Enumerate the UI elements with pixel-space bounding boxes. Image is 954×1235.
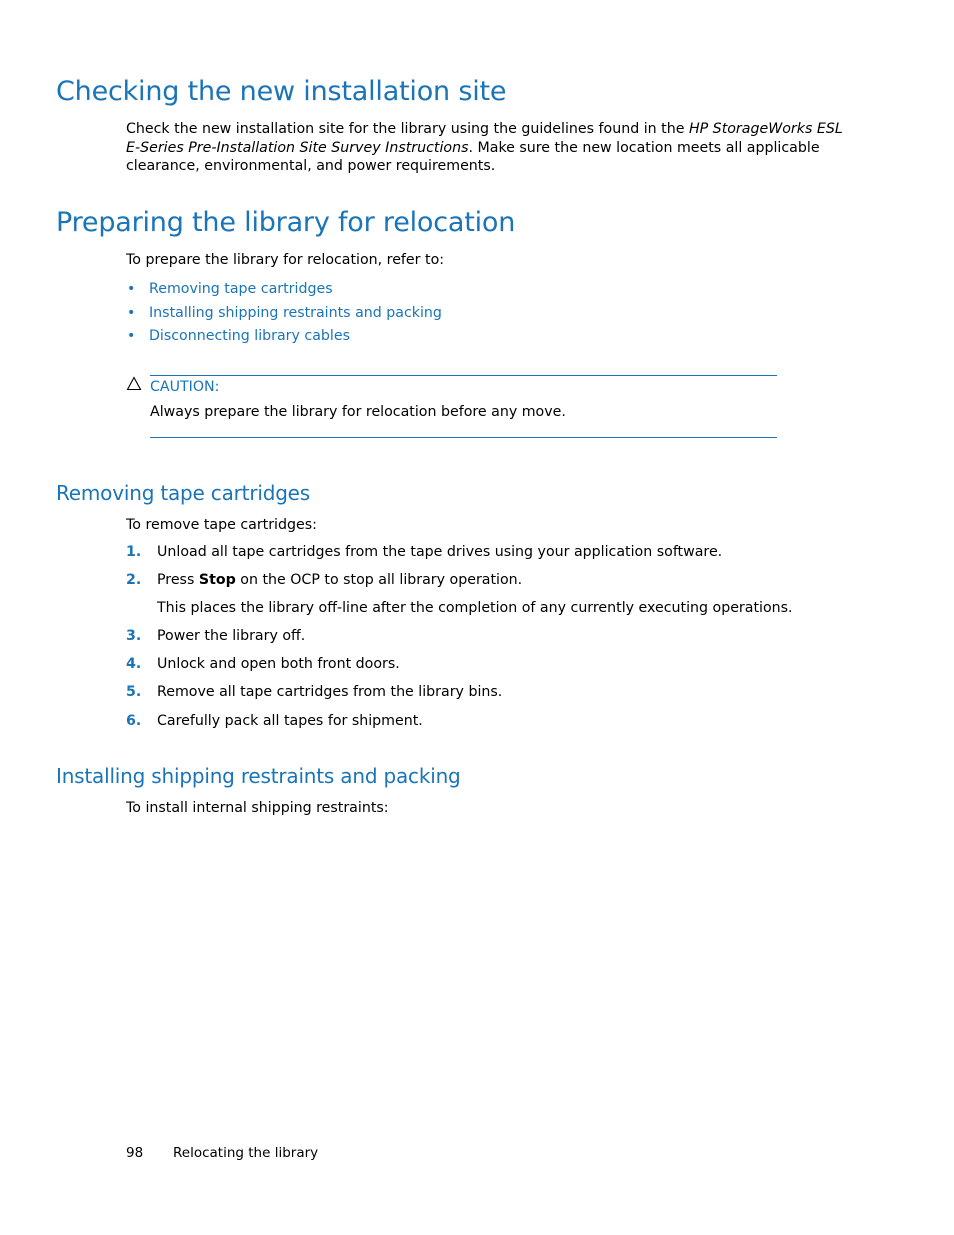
- list-item: [126, 279, 442, 303]
- page-number: 98: [126, 1145, 144, 1161]
- heading-installing-shipping-restraints: Installing shipping restraints and packing: [56, 764, 461, 788]
- para-line3: clearance, environmental, and power requirements.: [126, 158, 496, 174]
- step-number: 2.: [126, 572, 142, 588]
- caution-top-rule: [150, 375, 777, 376]
- footer-chapter-title: Relocating the library: [173, 1145, 319, 1161]
- step-text: Unload all tape cartridges from the tape drives using your application software.: [157, 544, 723, 560]
- step-text: Remove all tape cartridges from the library bins.: [157, 684, 503, 700]
- para-line2: E-Series Pre-Installation Site Survey Instructions. Make sure the new location meets all applicable: [126, 139, 820, 156]
- reference-link-list: [126, 279, 442, 350]
- list-item: [126, 326, 442, 350]
- warning-triangle-icon: [126, 376, 142, 392]
- step-number: 3.: [126, 628, 142, 644]
- para-line1: Check the new installation site for the library using the guidelines found in the HP StorageWorks ESL: [126, 121, 843, 137]
- caution-text: Always prepare the library for relocation before any move.: [150, 404, 566, 420]
- step-text: Power the library off.: [157, 628, 306, 644]
- link-disconnecting-library-cables[interactable]: Disconnecting library cables: [149, 328, 350, 344]
- preparing-intro: To prepare the library for relocation, refer to:: [126, 252, 445, 268]
- link-removing-tape-cartridges[interactable]: Removing tape cartridges: [149, 281, 333, 297]
- removing-intro: To remove tape cartridges:: [126, 517, 317, 533]
- bullet-icon: •: [127, 304, 136, 321]
- heading-preparing-library: Preparing the library for relocation: [56, 207, 516, 238]
- step-number: 5.: [126, 684, 142, 700]
- step-number: 6.: [126, 713, 142, 729]
- step-note-text: This places the library off-line after the completion of any currently executing operations.: [157, 600, 793, 616]
- step-text: Press Stop on the OCP to stop all library operation.: [157, 572, 523, 588]
- list-item: [126, 303, 442, 327]
- stop-keyword: Stop: [198, 572, 236, 588]
- heading-checking-site: Checking the new installation site: [56, 76, 507, 107]
- bullet-icon: •: [127, 328, 136, 344]
- bullet-icon: •: [127, 281, 136, 297]
- step-text: Unlock and open both front doors.: [157, 656, 400, 672]
- checking-site-paragraph: [126, 120, 843, 176]
- step-number: 1.: [126, 544, 142, 560]
- caution-bottom-rule: [150, 437, 777, 438]
- link-installing-shipping-restraints[interactable]: Installing shipping restraints and packing: [149, 304, 442, 321]
- heading-removing-tape-cartridges: Removing tape cartridges: [56, 481, 311, 505]
- caution-label: CAUTION:: [150, 379, 220, 395]
- installing-intro: To install internal shipping restraints:: [126, 800, 389, 816]
- step-text: Carefully pack all tapes for shipment.: [157, 713, 423, 729]
- step-number: 4.: [126, 656, 142, 672]
